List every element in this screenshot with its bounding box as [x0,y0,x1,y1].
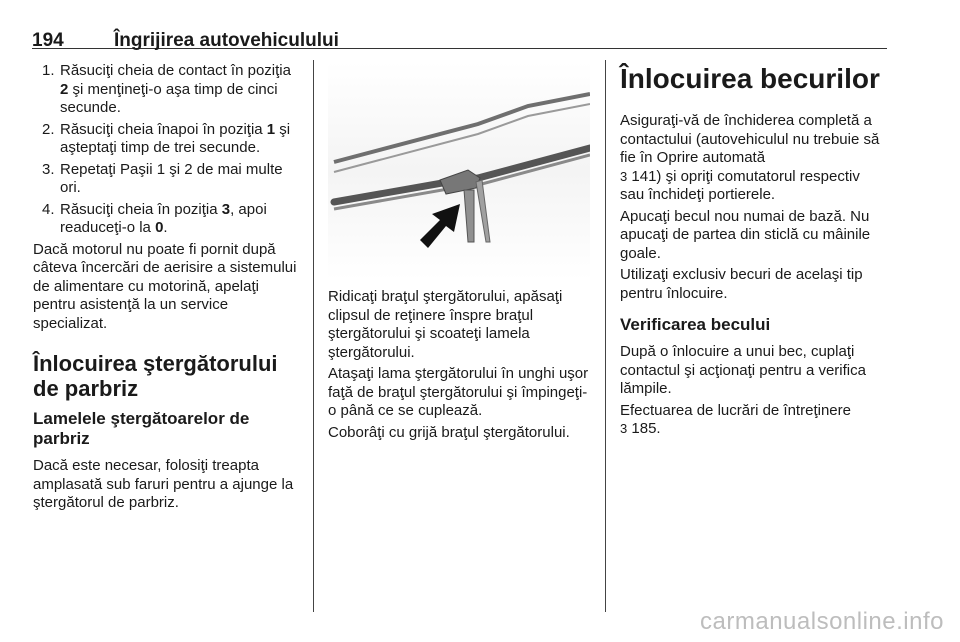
reference-arrow-icon: 3 [620,168,628,184]
paragraph: Dacă este necesar, folosiţi treapta amplasată sub faruri pentru a ajunge la ştergătorul de parbriz. [33,457,294,511]
page-number: 194 [32,30,64,51]
step-list [33,62,301,238]
paragraph: Ridicaţi braţul ştergătorului, apăsaţi clipsul de reţinere înspre braţul ştergătorului şi scoateţi lamela ştergătorului. [328,288,563,361]
subsection-title: Lamelele ştergătoarelor de parbriz [33,409,250,448]
list-item: 3. Repetaţi Paşii 1 şi 2 de mai multe ori. [42,160,283,196]
column-right [620,62,888,442]
paragraph: Coborâţi cu grijă braţul ştergătorului. [328,423,570,441]
column-divider [313,60,314,612]
paragraph: Ataşaţi lama ştergătorului în unghi uşor faţă de braţul ştergătorului şi împingeţi-o până ce se cuplează. [328,365,589,419]
subsection-title: Verificarea becului [620,315,771,334]
list-item: 1. Răsuciţi cheia de contact în poziţia 2 şi menţineţi-o aşa timp de cinci secunde. [42,62,291,116]
section-title: Înlocuirea becurilor [620,63,880,94]
section-title: Înlocuirea ştergătorului de parbriz [33,351,278,401]
running-title: Îngrijirea autovehiculului [114,30,339,51]
paragraph: Utilizaţi exclusiv becuri de acelaşi tip pentru înlocuire. [620,266,863,302]
paragraph: Apucaţi becul nou numai de bază. Nu apucaţi de partea din sticlă cu mâinile goale. [620,207,871,262]
paragraph: Dacă motorul nu poate fi pornit după câteva încercări de aerisire a sistemului de alimentare cu motorină, apelaţi pentru asistenţă la un service specializat. [33,240,297,332]
column-middle [328,62,590,445]
page-header [32,14,887,49]
column-left [33,62,301,516]
list-item: 4. Răsuciţi cheia în poziţia 3, apoi readuceţi-o la 0. [42,200,267,236]
wiper-blade-image [328,62,590,280]
reference-arrow-icon: 3 [620,421,628,436]
paragraph: După o înlocuire a unui bec, cuplaţi contactul şi acţionaţi pentru a verifica lămpile. [620,343,866,397]
paragraph: Efectuarea de lucrări de întreţinere 3 185. [620,401,851,437]
wiper-illustration [328,62,590,280]
paragraph: Asiguraţi-vă de închiderea completă a contactului (autovehiculul nu trebuie să fie în Oprire automată 3 141) şi opriţi comutatorul respectiv sau închideţi portierele. [620,112,880,203]
column-divider [605,60,606,612]
watermark: carmanualsonline.info [700,608,944,635]
list-item: 2. Răsuciţi cheia înapoi în poziţia 1 şi aşteptaţi timp de trei secunde. [42,120,291,156]
